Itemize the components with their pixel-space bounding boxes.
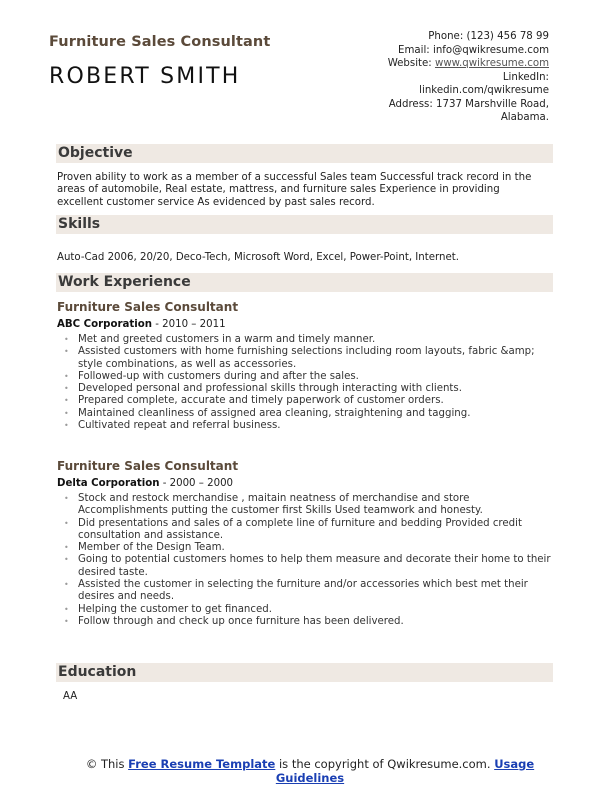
job-title: Furniture Sales Consultant <box>49 34 271 50</box>
section-header-skills <box>56 215 553 234</box>
job-dates: - 2000 – 2000 <box>159 478 234 489</box>
address-label: Address: <box>388 98 433 110</box>
website-label: Website: <box>387 58 432 69</box>
contact-linkedin-label: LinkedIn: <box>502 71 549 83</box>
list-item: • Did presentations and sales of a complete line of furniture and bedding Provided credit consultation and assistance. <box>64 518 552 543</box>
job-role-title: Furniture Sales Consultant <box>57 300 239 314</box>
copyright-footer <box>70 757 550 785</box>
list-item: • Maintained cleanliness of assigned area cleaning, straightening and tagging. <box>64 408 552 420</box>
job-role-title: Furniture Sales Consultant <box>57 459 239 473</box>
contact-address <box>349 98 549 112</box>
contact-website <box>349 57 549 71</box>
list-item: • Follow through and check up once furniture has been delivered. <box>64 616 552 628</box>
section-header-work-experience <box>56 273 553 292</box>
contact-linkedin: linkedin.com/qwikresume <box>419 85 549 96</box>
job-company-line <box>57 319 226 330</box>
footer-prefix: © This <box>85 757 129 771</box>
phone-value: (123) 456 78 99 <box>466 31 549 42</box>
skills-text: Auto-Cad 2006, 20/20, Deco-Tech, Microsoft Word, Excel, Power-Point, Internet. <box>57 252 459 263</box>
section-header-objective <box>56 144 553 163</box>
list-item: • Going to potential customers homes to help them measure and decorate their home to their desired taste. <box>64 554 552 579</box>
job-bullet-list <box>64 493 552 628</box>
email-value: info@qwikresume.com <box>432 44 549 56</box>
contact-phone <box>349 30 549 44</box>
list-item: • Helping the customer to get financed. <box>64 604 552 616</box>
resume-header <box>49 30 559 130</box>
section-title: Work Experience <box>58 274 191 290</box>
list-item: • Stock and restock merchandise , maitain neatness of merchandise and store Accomplishments putting the customer first Skills Used teamwork and honesty. <box>64 493 552 518</box>
job-dates: - 2010 – 2011 <box>151 319 226 330</box>
list-item: • Prepared complete, accurate and timely paperwork of customer orders. <box>64 395 552 407</box>
address-line1: 1737 Marshville Road, <box>436 98 549 110</box>
list-item: • Followed-up with customers during and after the sales. <box>64 371 552 383</box>
candidate-name: ROBERT SMITH <box>49 64 241 89</box>
section-title: Objective <box>58 145 133 161</box>
objective-text: Proven ability to work as a member of a successful Sales team Successful track record in the areas of automobile, Real estate, mattress, and furniture sales Experience in providing excellent customer service As evidenced by past sales record. <box>57 172 532 208</box>
list-item: • Met and greeted customers in a warm and timely manner. <box>64 334 552 346</box>
company-name: ABC Corporation <box>57 319 152 330</box>
section-header-education <box>56 663 553 682</box>
list-item: • Cultivated repeat and referral business. <box>64 420 552 432</box>
email-label: Email: <box>398 44 430 56</box>
contact-block <box>349 30 549 125</box>
company-name: Delta Corporation <box>57 478 160 489</box>
website-link[interactable]: www.qwikresume.com <box>434 58 549 69</box>
contact-address-line2: Alabama. <box>500 112 549 123</box>
contact-email <box>349 44 549 58</box>
usage-guidelines-link[interactable]: Usage Guidelines <box>275 757 535 785</box>
job-bullet-list <box>64 334 552 432</box>
list-item: • Member of the Design Team. <box>64 542 552 554</box>
footer-middle: is the copyright of Qwikresume.com. <box>275 757 495 771</box>
section-title: Education <box>58 664 137 680</box>
list-item: • Assisted customers with home furnishing selections including room layouts, fabric &amp; style combinations, as well as accessories. <box>64 346 552 371</box>
free-resume-template-link[interactable]: Free Resume Template <box>128 757 276 771</box>
job-company-line <box>57 478 233 489</box>
education-text: AA <box>63 691 78 702</box>
list-item: • Assisted the customer in selecting the furniture and/or accessories which best met their desires and needs. <box>64 579 552 604</box>
phone-label: Phone: <box>428 31 464 42</box>
section-title: Skills <box>58 216 101 232</box>
list-item: • Developed personal and professional skills through interacting with clients. <box>64 383 552 395</box>
